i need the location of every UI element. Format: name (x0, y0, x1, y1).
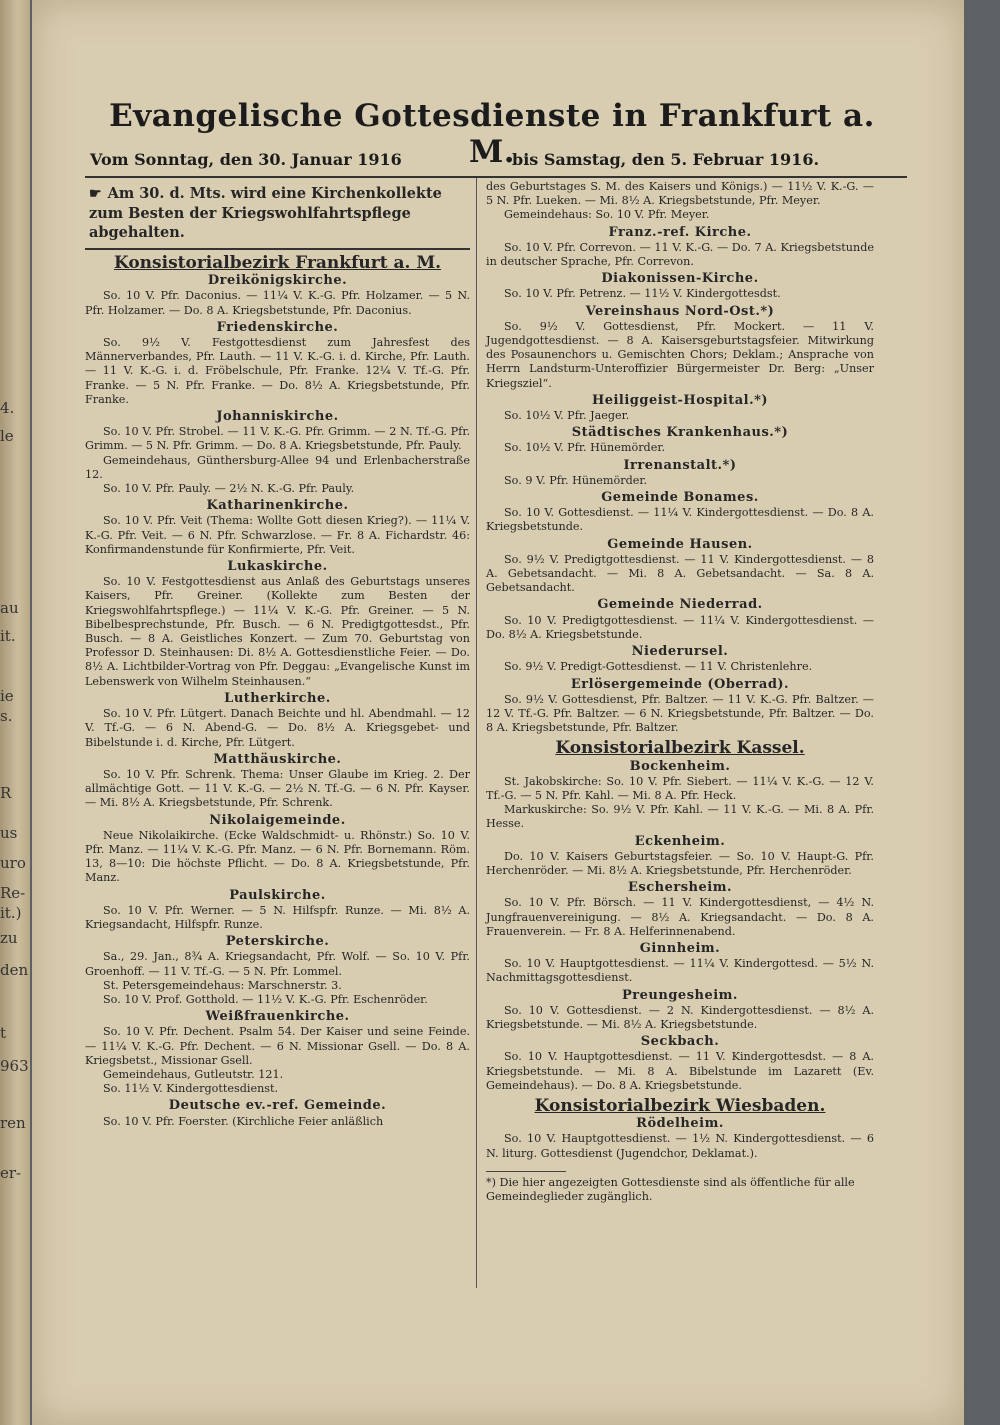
notice-text: Am 30. d. Mts. wird eine Kirchenkollekte zum Besten der Kriegswohlfahrtspflege abgehalten. (89, 185, 442, 241)
left-service-entry: So. 10 V. Pfr. Foerster. (Kirchliche Feier anläßlich (103, 1114, 384, 1128)
left-service-entry: Sa., 29. Jan., 8¾ A. Kriegsandacht, Pfr. Wolf. — So. 10 V. Pfr. Groenhoff. — 11 V. Tf.-G. — 5 N. Pfr. Lommel. (85, 950, 470, 978)
strip-fragment: R (0, 784, 12, 802)
right-service-entry: So. 9½ V. Predigt-Gottesdienst. — 11 V. Christenlehre. (504, 660, 813, 674)
left-service-entry: Gemeindehaus, Günthersburg-Allee 94 und Erlenbacherstraße 12. (85, 453, 470, 481)
column-divider (476, 178, 477, 1288)
right-service-entry: So. 10 V. Hauptgottesdienst. — 1½ N. Kindergottesdienst. — 6 N. liturg. Gottesdienst (Jugendchor, Deklamat.). (486, 1132, 874, 1160)
right-service-entry: Markuskirche: So. 9½ V. Pfr. Kahl. — 11 V. K.-G. — Mi. 8 A. Pfr. Hesse. (486, 803, 874, 831)
left-service-entry: St. Petersgemeindehaus: Marschnerstr. 3. (103, 978, 342, 992)
left-church-heading: Weißfrauenkirche. (205, 1009, 350, 1025)
right-district-heading: Konsistorialbezirk Wiesbaden. (534, 1095, 826, 1116)
right-service-entry: Gemeindehaus: So. 10 V. Pfr. Meyer. (504, 208, 710, 222)
left-service-entry: So. 10 V. Festgottesdienst aus Anlaß des Geburtstags unseres Kaisers, Pfr. Greiner. (Kollekte zum Besten der Kriegswohlfahrtspflege.) — 11¼ V. K.-G. Pfr. Greiner. — 5 N. Bibelbesprechstunde, Pfr. Busch. — 6 N. Predigtgottesdst., Pfr. Busch. — 8 A. Geistliches Konzert. — Zum 70. Geburtstag von Professor D. Steinhausen: Di. 8½ A. Gottesdienstliche Feier. — Do. 8½ A. Lichtbilder-Vortrag von Pfr. Deggau: „Evangelische Kunst im Lebenswerk von Wilhelm Steinhausen.“ (85, 575, 470, 688)
right-service-entry: So. 9½ V. Predigtgottesdienst. — 11 V. Kindergottesdienst. — 8 A. Gebetsandacht. — Mi. 8 A. Gebetsandacht. — Sa. 8 A. Gebetsandacht. (486, 552, 874, 595)
left-service-entry: So. 10 V. Pfr. Daconius. — 11¼ V. K.-G. Pfr. Holzamer. — 5 N. Pfr. Holzamer. — Do. 8 A. Kriegsbetstunde, Pfr. Daconius. (85, 289, 470, 317)
right-church-heading: Seckbach. (640, 1034, 720, 1050)
left-column (85, 180, 470, 1129)
left-service-entry: So. 10 V. Pfr. Dechent. Psalm 54. Der Kaiser und seine Feinde. — 11¼ V. K.-G. Pfr. Dechent. — 6 N. Missionar Gsell. — Do. 8 A. Kriegsbetst., Missionar Gsell. (85, 1025, 470, 1067)
right-church-heading: Eckenheim. (634, 833, 726, 849)
right-service-entry: So. 10 V. Predigtgottesdienst. — 11¼ V. Kindergottesdienst. — Do. 8½ A. Kriegsbetstunde. (486, 613, 874, 641)
right-service-entry: So. 9½ V. Gottesdienst, Pfr. Baltzer. — 11 V. K.-G. Pfr. Baltzer. — 12 V. Tf.-G. Pfr. Baltzer. — 6 N. Kriegsbetstunde, Pfr. Baltzer. — Do. 8 A. Kriegsbetstunde, Pfr. Baltzer. (486, 692, 874, 735)
date-to: bis Samstag, den 5. Februar 1916. (512, 150, 820, 169)
left-service-entry: So. 10 V. Pfr. Veit (Thema: Wollte Gott diesen Krieg?). — 11¼ V. K.-G. Pfr. Veit. — 6 N. Pfr. Schwarzlose. — Fr. 8 A. Fichardstr. 46: Konfirmandenstunde für Konfirmierte, Pfr. Veit. (85, 514, 470, 556)
left-church-heading: Nikolaigemeinde. (209, 812, 346, 828)
right-service-entry: So. 10 V. Gottesdienst. — 11¼ V. Kindergottesdienst. — Do. 8 A. Kriegsbetstunde. (486, 506, 874, 534)
right-church-heading: Irrenanstalt.*) (623, 457, 737, 473)
left-church-heading: Peterskirche. (225, 934, 330, 950)
right-service-entry: So. 10 V. Gottesdienst. — 2 N. Kindergottesdienst. — 8½ A. Kriegsbetstunde. — Mi. 8½ A. Kriegsbetstunde. (486, 1003, 874, 1031)
left-church-heading: Katharinenkirche. (206, 498, 349, 514)
strip-fragment: au (0, 599, 19, 617)
right-service-entry: So. 10 V. Hauptgottesdienst. — 11 V. Kindergottesdst. — 8 A. Kriegsbetstunde. — Mi. 8 A. Bibelstunde im Lazarett (Ev. Gemeindehaus). — Do. 8 A. Kriegsbetstunde. (486, 1050, 874, 1092)
strip-fragment: 4. (0, 399, 15, 417)
strip-fragment: zu (0, 929, 18, 947)
strip-fragment: ie (0, 687, 14, 705)
left-service-entry: So. 10 V. Pfr. Schrenk. Thema: Unser Glaube im Krieg. 2. Der allmächtige Gott. — 11 V. K.-G. — 2½ N. Tf.-G. — 6 N. Pfr. Kayser. — Mi. 8½ A. Kriegsbetstunde, Pfr. Schrenk. (85, 767, 470, 810)
left-service-entry: So. 10 V. Pfr. Werner. — 5 N. Hilfspfr. Runze. — Mi. 8½ A. Kriegsandacht, Hilfspfr. Runze. (85, 903, 470, 931)
strip-fragment: er- (0, 1164, 22, 1182)
strip-fragment: t (0, 1024, 7, 1042)
right-church-heading: Heiliggeist-Hospital.*) (591, 392, 769, 408)
right-service-entry: So. 10 V. Hauptgottesdienst. — 11¼ V. Kindergottesd. — 5½ N. Nachmittagsgottesdienst. (486, 957, 874, 985)
header-rule (85, 176, 907, 178)
right-church-heading: Preungesheim. (622, 987, 738, 1003)
strip-fragment: uro (0, 854, 26, 872)
right-service-entry: So. 9½ V. Gottesdienst, Pfr. Mockert. — 11 V. Jugendgottesdienst. — 8 A. Kaisersgeburtstagsfeier. Mitwirkung des Posaunenchors u. Gemischten Chors; Deklam.; Ansprache von Herrn Landsturm-Unteroffizier Bürgermeister Dr. Berg: „Unser Kriegsziel“. (486, 319, 874, 390)
left-service-entry: So. 9½ V. Festgottesdienst zum Jahresfest des Männerverbandes, Pfr. Lauth. — 11 V. K.-G. i. d. Kirche, Pfr. Lauth. — 11 V. K.-G. i. d. Fröbelschule, Pfr. Franke. 12¼ V. Tf.-G. Pfr. Franke. — 5 N. Pfr. Franke. — Do. 8½ A. Kriegsbetstunde, Pfr. Franke. (85, 336, 470, 406)
strip-fragment: it.) (0, 904, 22, 922)
left-service-entry: So. 10 V. Pfr. Strobel. — 11 V. K.-G. Pfr. Grimm. — 2 N. Tf.-G. Pfr. Grimm. — 5 N. Pfr. Grimm. — Do. 8 A. Kriegsbetstunde, Pfr. Pauly. (85, 425, 470, 453)
left-district-heading: Konsistorialbezirk Frankfurt a. M. (113, 253, 442, 273)
right-church-heading: Erlösergemeinde (Oberrad). (570, 676, 790, 692)
left-church-heading: Lukaskirche. (227, 559, 328, 575)
right-church-heading: Franz.-ref. Kirche. (608, 224, 752, 240)
right-column (486, 180, 874, 1204)
left-church-heading: Friedenskirche. (216, 319, 339, 335)
right-service-entry: So. 9 V. Pfr. Hünemörder. (504, 473, 648, 487)
newspaper-page (32, 0, 964, 1425)
right-service-entry: So. 10½ V. Pfr. Hünemörder. (504, 441, 666, 455)
left-church-heading: Dreikönigskirche. (207, 273, 348, 289)
left-church-heading: Deutsche ev.-ref. Gemeinde. (168, 1098, 387, 1114)
right-church-heading: Eschersheim. (628, 880, 732, 896)
right-church-heading: Vereinshaus Nord-Ost.*) (585, 303, 775, 319)
strip-fragment: Re- (0, 884, 26, 902)
right-district-heading: Konsistorialbezirk Kassel. (555, 738, 805, 759)
strip-fragment: 963 (0, 1057, 29, 1075)
left-church-heading: Johanniskirche. (216, 409, 339, 425)
footnote-rule (486, 1171, 566, 1172)
footnote: *) Die hier angezeigten Gottesdienste sind als öffentliche für alle Gemeindeglieder zugänglich. (486, 1175, 855, 1203)
left-service-entry: So. 10 V. Pfr. Lütgert. Danach Beichte und hl. Abendmahl. — 12 V. Tf.-G. — 6 N. Abend-G. — Do. 8½ A. Kriegsgebet- und Bibelstunde i. d. Kirche, Pfr. Lütgert. (85, 707, 470, 749)
left-church-heading: Lutherkirche. (224, 690, 331, 706)
strip-fragment: s. (0, 707, 13, 725)
right-service-entry: So. 10½ V. Pfr. Jaeger. (504, 409, 630, 423)
right-church-heading: Diakonissen-Kirche. (601, 271, 759, 287)
strip-fragment: le (0, 427, 14, 445)
right-service-entry: St. Jakobskirche: So. 10 V. Pfr. Siebert. — 11¼ V. K.-G. — 12 V. Tf.-G. — 5 N. Pfr. Kahl. — Mi. 8 A. Pfr. Heck. (486, 774, 874, 802)
left-service-entry: So. 11½ V. Kindergottesdienst. (103, 1082, 279, 1096)
left-service-entry: So. 10 V. Prof. Gotthold. — 11½ V. K.-G. Pfr. Eschenröder. (103, 992, 428, 1006)
left-service-entry: Neue Nikolaikirche. (Ecke Waldschmidt- u. Rhönstr.) So. 10 V. Pfr. Manz. — 11¼ V. K.-G. Pfr. Manz. — 6 N. Pfr. Bornemann. Röm. 13, 8—10: Die höchste Pflicht. — Do. 8 A. Kriegsbetstunde, Pfr. Manz. (85, 828, 470, 885)
right-service-entry: Do. 10 V. Kaisers Geburtstagsfeier. — So. 10 V. Haupt-G. Pfr. Herchenröder. — Mi. 8½ A. Kriegsbetstunde, Pfr. Herchenröder. (486, 849, 874, 877)
left-church-heading: Paulskirche. (229, 887, 326, 903)
strip-fragment: ren (0, 1114, 26, 1132)
right-church-heading: Städtisches Krankenhaus.*) (571, 425, 789, 441)
pointing-hand-icon: ☛ (89, 186, 102, 202)
right-church-heading: Rödelheim. (636, 1116, 724, 1132)
right-church-heading: Ginnheim. (639, 940, 721, 956)
strip-fragment: it. (0, 627, 16, 645)
right-service-entry: So. 10 V. Pfr. Correvon. — 11 V. K.-G. — Do. 7 A. Kriegsbetstunde in deutscher Sprache, Pfr. Correvon. (486, 240, 874, 269)
left-service-entry: So. 10 V. Pfr. Pauly. — 2½ N. K.-G. Pfr. Pauly. (103, 482, 355, 496)
adjacent-page-strip (0, 0, 30, 1425)
right-church-heading: Gemeinde Bonames. (601, 490, 759, 506)
date-from: Vom Sonntag, den 30. Januar 1916 (90, 150, 402, 169)
right-church-heading: Gemeinde Niederrad. (597, 597, 763, 613)
strip-fragment: us (0, 824, 18, 842)
left-church-heading: Matthäuskirche. (213, 751, 342, 767)
right-church-heading: Niederursel. (631, 644, 729, 660)
right-service-entry: So. 10 V. Pfr. Petrenz. — 11½ V. Kindergottesdst. (504, 287, 781, 301)
left-service-entry: Gemeindehaus, Gutleutstr. 121. (103, 1067, 284, 1081)
right-service-entry: des Geburtstages S. M. des Kaisers und Königs.) — 11½ V. K.-G. — 5 N. Pfr. Lueken. — Mi. 8½ A. Kriegsbetstunde, Pfr. Meyer. (486, 180, 874, 208)
collection-notice (85, 180, 470, 250)
right-church-heading: Gemeinde Hausen. (607, 536, 753, 552)
page-title: Evangelische Gottesdienste in Frankfurt a. M. (109, 98, 875, 170)
right-church-heading: Bockenheim. (629, 758, 731, 774)
right-service-entry: So. 10 V. Pfr. Börsch. — 11 V. Kindergottesdienst, — 4½ N. Jungfrauenvereinigung. — 8½ A. Kriegsandacht. — Do. 8 A. Frauenverein. — Fr. 8 A. Helferinnenabend. (486, 896, 874, 938)
strip-fragment: den (0, 961, 29, 979)
